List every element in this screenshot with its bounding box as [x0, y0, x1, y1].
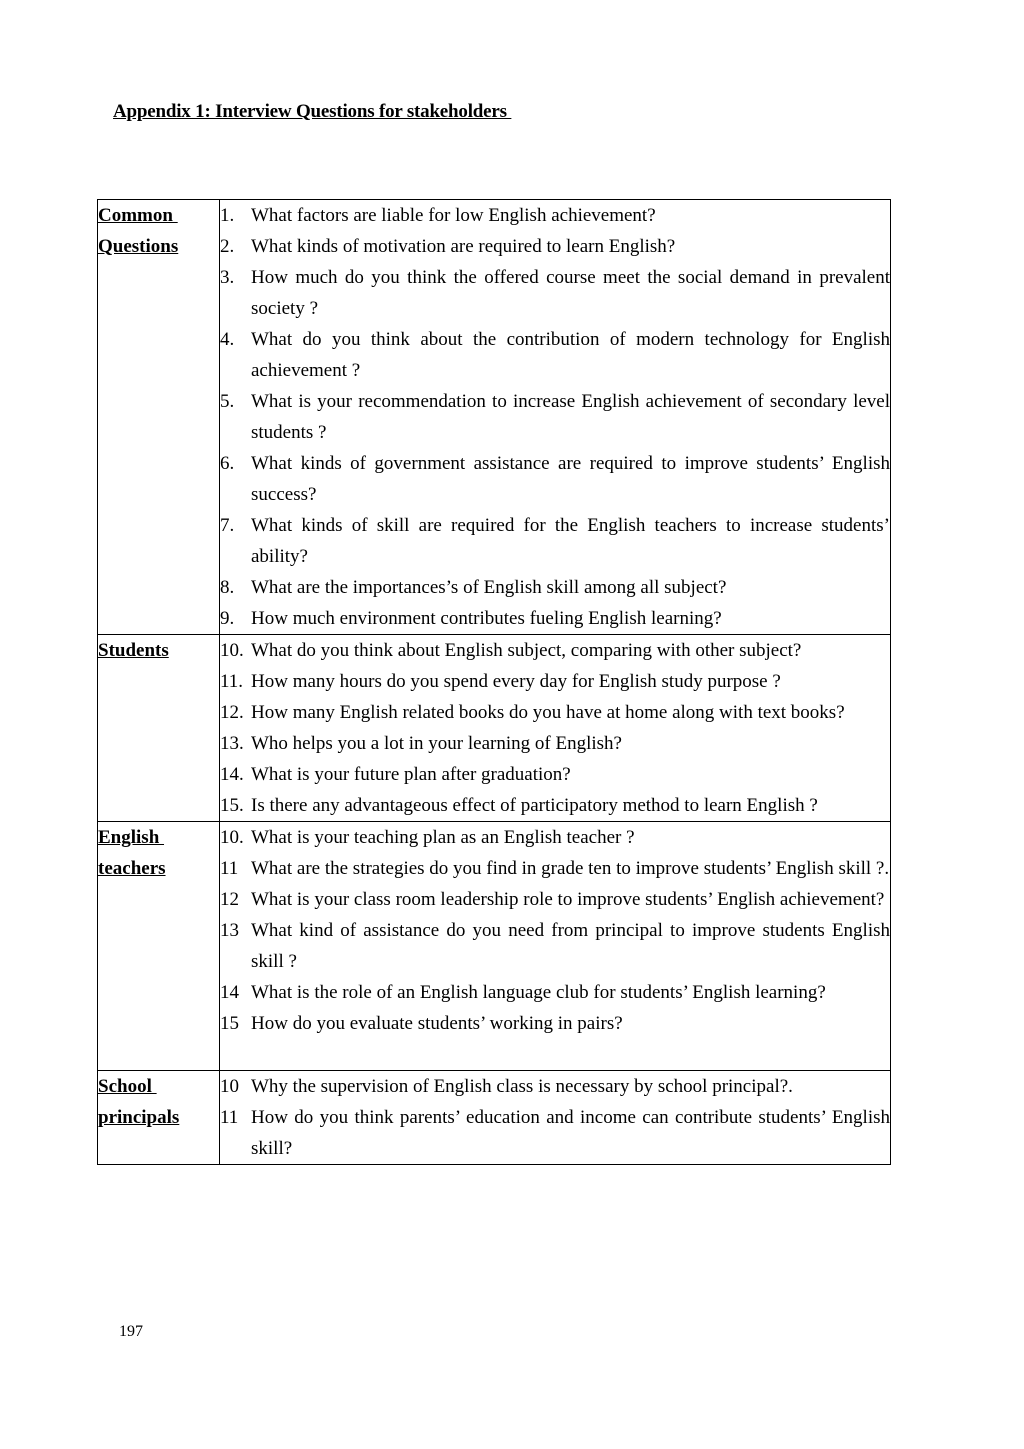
question-item — [220, 915, 890, 977]
question-item — [220, 790, 890, 821]
question-number: 11 — [220, 1107, 239, 1128]
questions-table — [97, 199, 891, 1165]
question-item — [220, 728, 890, 759]
question-text: What is your recommendation to increase English achievement of secondary level students ? — [251, 391, 890, 443]
question-item — [220, 853, 890, 884]
question-item — [220, 1071, 890, 1102]
question-text: What is your teaching plan as an English teacher ? — [251, 827, 635, 848]
questions-cell — [220, 635, 891, 822]
category-cell — [98, 200, 220, 635]
question-number: 11 — [220, 858, 239, 879]
question-number: 14. — [220, 764, 244, 785]
question-number: 15. — [220, 795, 244, 816]
page-heading: Appendix 1: Interview Questions for stakeholders — [113, 101, 512, 122]
section-row-school-principals — [98, 1071, 891, 1165]
category-label: teachers — [98, 858, 166, 879]
question-text: How do you think parents’ education and income can contribute students’ English skill? — [251, 1107, 890, 1159]
question-item — [220, 1008, 890, 1039]
question-number: 14 — [220, 982, 239, 1003]
section-row-students — [98, 635, 891, 822]
question-text: What do you think about the contribution of modern technology for English achievement ? — [251, 329, 890, 381]
question-item — [220, 977, 890, 1008]
question-number: 1. — [220, 205, 235, 226]
question-item — [220, 666, 890, 697]
question-item — [220, 262, 890, 324]
question-number: 13 — [220, 920, 239, 941]
question-item — [220, 448, 890, 510]
question-text: What kind of assistance do you need from principal to improve students English skill ? — [251, 920, 890, 972]
question-item — [220, 231, 890, 262]
question-text: What are the strategies do you find in grade ten to improve students’ English skill ?. — [251, 858, 890, 879]
question-item — [220, 884, 890, 915]
question-item — [220, 572, 890, 603]
question-text: What is your future plan after graduation? — [251, 764, 571, 785]
question-number: 9. — [220, 608, 235, 629]
question-number: 5. — [220, 391, 235, 412]
question-number: 8. — [220, 577, 235, 598]
question-item — [220, 1102, 890, 1164]
question-number: 4. — [220, 329, 235, 350]
category-label: Common — [98, 205, 178, 226]
question-text: Why the supervision of English class is necessary by school principal?. — [251, 1076, 793, 1097]
question-item — [220, 822, 890, 853]
page-number: 197 — [119, 1323, 143, 1340]
question-item — [220, 603, 890, 634]
question-text: What kinds of skill are required for the English teachers to increase students’ ability? — [251, 515, 890, 567]
question-item — [220, 324, 890, 386]
question-text: How many hours do you spend every day for English study purpose ? — [251, 671, 781, 692]
question-item — [220, 697, 890, 728]
question-text: How much environment contributes fueling English learning? — [251, 608, 722, 629]
question-text: What factors are liable for low English achievement? — [251, 205, 656, 226]
questions-cell — [220, 822, 891, 1071]
question-text: What do you think about English subject, comparing with other subject? — [251, 640, 802, 661]
question-text: What kinds of motivation are required to learn English? — [251, 236, 676, 257]
question-item — [220, 510, 890, 572]
question-number: 7. — [220, 515, 235, 536]
category-cell — [98, 635, 220, 822]
question-number: 12 — [220, 889, 239, 910]
category-label: English — [98, 827, 165, 848]
category-label: School — [98, 1076, 157, 1097]
question-text: What are the importances’s of English skill among all subject? — [251, 577, 727, 598]
question-text: How much do you think the offered course meet the social demand in prevalent society ? — [251, 267, 890, 319]
question-item — [220, 635, 890, 666]
question-text: What is your class room leadership role to improve students’ English achievement? — [251, 889, 885, 910]
section-row-common-questions — [98, 200, 891, 635]
question-number: 10 — [220, 1076, 239, 1097]
category-label: Questions — [98, 236, 179, 257]
question-number: 10. — [220, 827, 244, 848]
category-cell — [98, 822, 220, 1071]
question-item — [220, 759, 890, 790]
question-text: How do you evaluate students’ working in pairs? — [251, 1013, 623, 1034]
question-number: 2. — [220, 236, 235, 257]
question-number: 13. — [220, 733, 244, 754]
question-number: 12. — [220, 702, 244, 723]
question-text: Is there any advantageous effect of participatory method to learn English ? — [251, 795, 818, 816]
question-text: What kinds of government assistance are required to improve students’ English success? — [251, 453, 890, 505]
question-item — [220, 386, 890, 448]
question-text: How many English related books do you have at home along with text books? — [251, 702, 845, 723]
question-text: Who helps you a lot in your learning of English? — [251, 733, 622, 754]
question-number: 11. — [220, 671, 244, 692]
question-number: 6. — [220, 453, 235, 474]
question-text: What is the role of an English language club for students’ English learning? — [251, 982, 826, 1003]
questions-cell — [220, 1071, 891, 1165]
category-label: Students — [98, 640, 169, 661]
question-item — [220, 200, 890, 231]
category-label: principals — [98, 1107, 180, 1128]
question-number: 15 — [220, 1013, 239, 1034]
category-cell — [98, 1071, 220, 1165]
question-number: 3. — [220, 267, 235, 288]
section-row-english-teachers — [98, 822, 891, 1071]
questions-cell — [220, 200, 891, 635]
question-number: 10. — [220, 640, 244, 661]
